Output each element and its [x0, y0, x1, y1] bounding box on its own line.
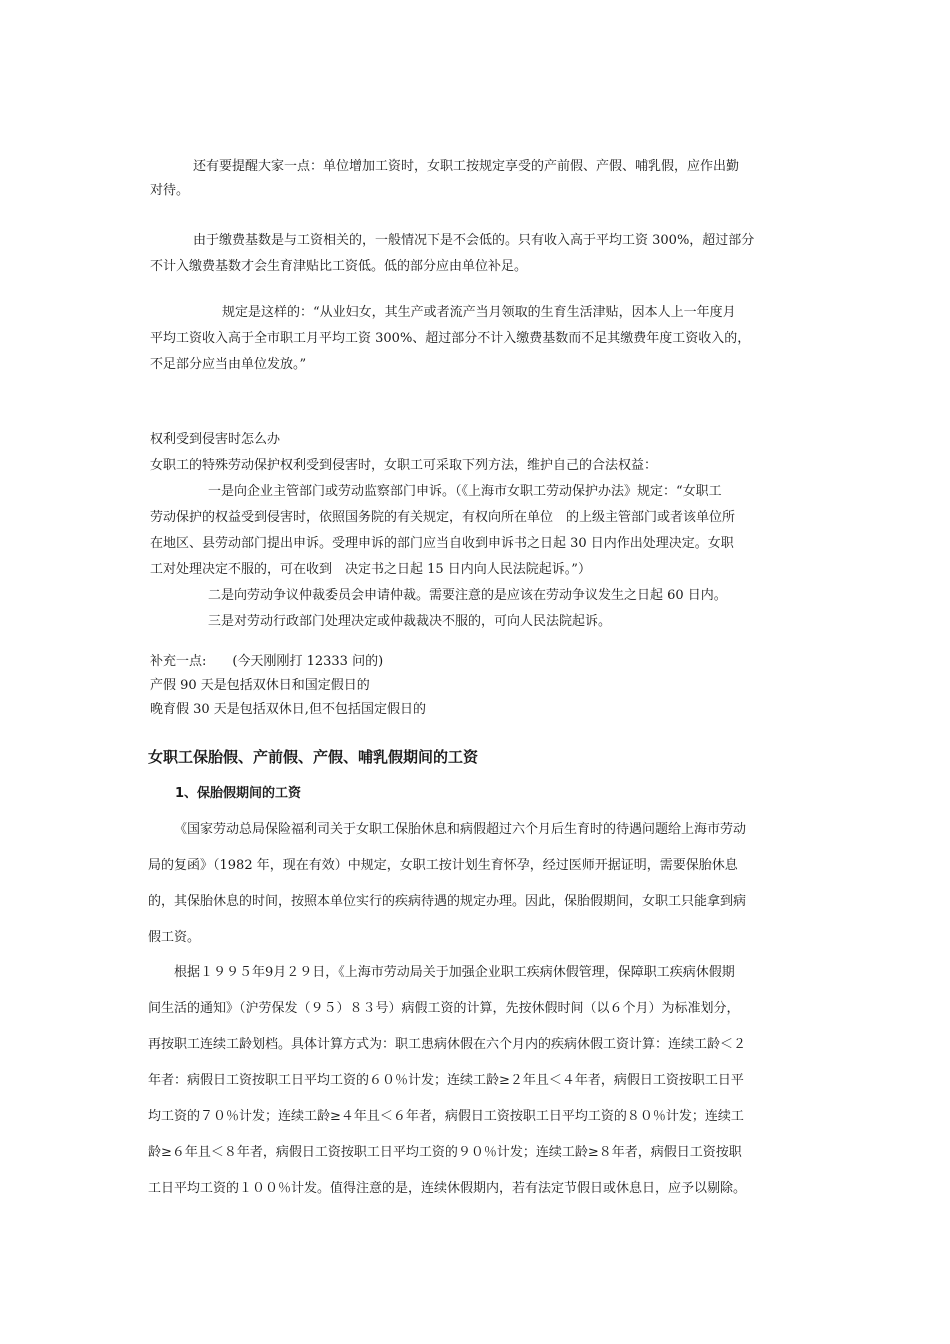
- text-line: 平均工资收入高于全市职工月平均工资 300%、超过部分不计入缴费基数而不足其缴费年度工资收入的，: [150, 331, 751, 346]
- section-supplement: [150, 650, 810, 722]
- rights-item-2: 二是向劳动争议仲裁委员会申请仲裁。需要注意的是应该在劳动争议发生之日起 60 日内。: [208, 588, 727, 603]
- rights-item-1: 工对处理决定不服的，可在收到 决定书之日起 15 日内向人民法院起诉。”）: [150, 562, 591, 577]
- section-heading: 女职工保胎假、产前假、产假、哺乳假期间的工资: [148, 748, 479, 766]
- text-line: 根据１９９５年9月２９日，《上海市劳动局关于加强企业职工疾病休假管理，保障职工疾病休假期: [174, 965, 735, 980]
- text-line: 的，其保胎休息的时间，按照本单位实行的疾病待遇的规定办理。因此，保胎假期间，女职工只能拿到病: [148, 894, 747, 909]
- text-line: 规定是这样的：“从业妇女，其生产或者流产当月领取的生育生活津贴，因本人上一年度月: [222, 305, 736, 320]
- paragraph-regulation-quote: [150, 300, 810, 378]
- text-line: 间生活的通知》（沪劳保发（９５）８３号）病假工资的计算，先按休假时间（以６个月）为标准划分，: [148, 1001, 740, 1016]
- text-line: 不计入缴费基数才会生育津贴比工资低。低的部分应由单位补足。: [150, 259, 528, 274]
- text-line: 还有要提醒大家一点：单位增加工资时，女职工按规定享受的产前假、产假、哺乳假，应作出勤: [193, 159, 740, 174]
- text-line: 均工资的７０％计发；连续工龄≥４年且＜６年者，病假日工资按职工日平均工资的８０％计发；连续工: [148, 1109, 744, 1124]
- paragraph-contribution-base: [150, 228, 810, 280]
- rights-item-3: 三是对劳动行政部门处理决定或仲裁裁决不服的，可向人民法院起诉。: [208, 614, 612, 629]
- text-line: 年者：病假日工资按职工日平均工资的６０％计发；连续工龄≥２年且＜４年者，病假日工资按职工日平: [148, 1073, 744, 1088]
- text-line: 局的复函》（1982 年，现在有效）中规定，女职工按计划生育怀孕，经过医师开据证明，需要保胎休息: [148, 858, 738, 873]
- text-line: 不足部分应当由单位发放。”: [150, 357, 307, 372]
- text-line: 再按职工连续工龄划档。具体计算方式为：职工患病休假在六个月内的疾病休假工资计算：连续工龄＜２: [148, 1037, 747, 1052]
- supplement-line: 补充一点: (今天刚刚打 12333 问的): [150, 654, 384, 669]
- rights-item-1: 一是向企业主管部门或劳动监察部门申诉。（《上海市女职工劳动保护办法》规定：“女职工: [208, 484, 722, 499]
- text-line: 假工资。: [148, 930, 201, 945]
- section-subheading: 1、保胎假期间的工资: [175, 786, 302, 801]
- supplement-line: 产假 90 天是包括双休日和国定假日的: [150, 678, 370, 693]
- paragraph-pregnancy-leave-wage: [148, 812, 828, 956]
- rights-item-1: 劳动保护的权益受到侵害时，依照国务院的有关规定，有权向所在单位 的上级主管部门或者该单位所: [150, 510, 736, 525]
- text-line: 龄≥６年且＜８年者，病假日工资按职工日平均工资的９０％计发；连续工龄≥８年者，病假日工资按职: [148, 1145, 742, 1160]
- section-rights-infringed: [150, 427, 810, 635]
- rights-intro: 女职工的特殊劳动保护权利受到侵害时，女职工可采取下列方法，维护自己的合法权益：: [150, 458, 658, 473]
- text-line: 《国家劳动总局保险福利司关于女职工保胎休息和病假超过六个月后生育时的待遇问题给上海市劳动: [174, 822, 747, 837]
- text-line: 由于缴费基数是与工资相关的，一般情况下是不会低的。只有收入高于平均工资 300%，超过部分: [193, 233, 755, 248]
- rights-item-1: 在地区、县劳动部门提出申诉。受理申诉的部门应当自收到申诉书之日起 30 日内作出处理决定。女职: [150, 536, 734, 551]
- paragraph-sick-leave-calculation: [148, 955, 828, 1207]
- text-line: 对待。: [150, 183, 190, 198]
- rights-title: 权利受到侵害时怎么办: [150, 432, 281, 447]
- text-line: 工日平均工资的１００％计发。值得注意的是，连续休假期内，若有法定节假日或休息日，应予以剔除。: [148, 1181, 747, 1196]
- paragraph-raise-reminder: [150, 155, 810, 203]
- supplement-line: 晚育假 30 天是包括双休日,但不包括国定假日的: [150, 702, 426, 717]
